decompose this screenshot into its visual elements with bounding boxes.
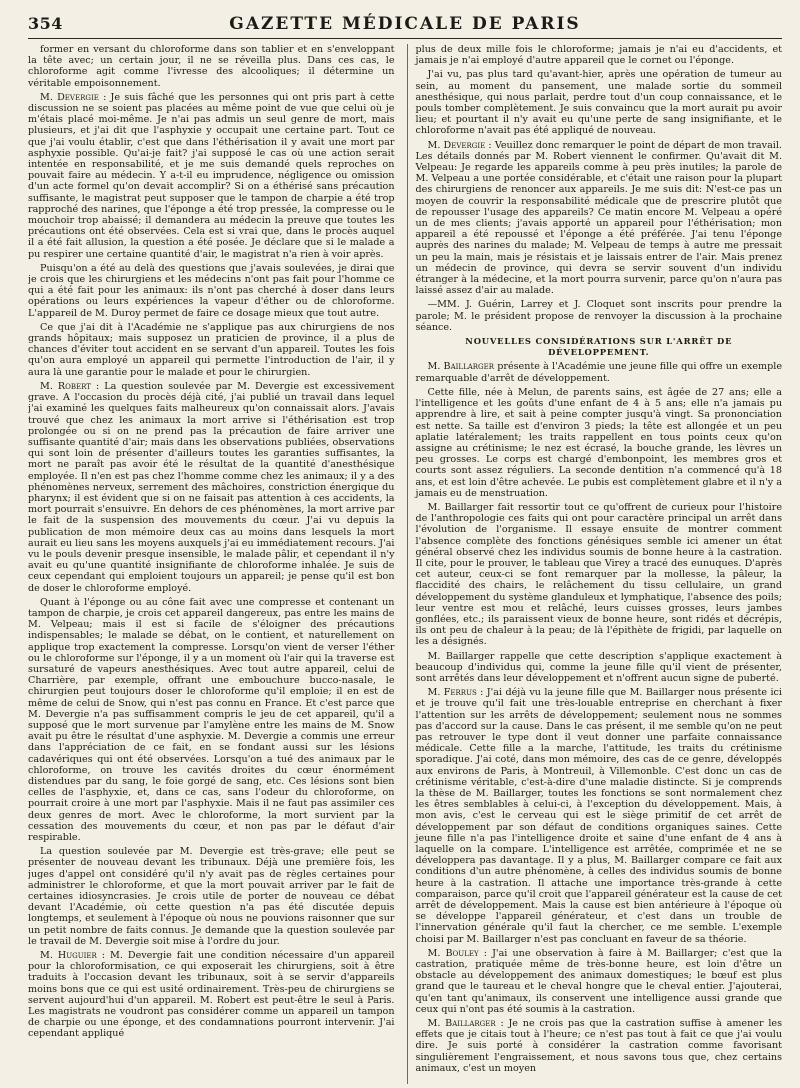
speaker-name: M. Bouley: [427, 947, 479, 959]
paragraph: [416, 502, 783, 648]
paragraph: [416, 140, 783, 297]
paragraph: [416, 948, 783, 1015]
paragraph-text: M. Baillarger fait ressortir tout ce qu'offrent de curieux pour l'histoire de l'anthropologie ces faits qui ont pour caractère principal un arrêt dans l'évolution de l'organisme. Il essaye ensuite de montrer comment l'absence complète des fonctions génésiques semble ici amener un état général observé chez les individus soumis de bonne heure à la castration. Il cite, pour le prouver, le tableau que Virey a tracé des eunuques. D'après cet auteur, ceux-ci se font remarquer par la mollesse, la pâleur, la flaccidité des chairs, le relâchement du tissu cellulaire, un grand développement du système glanduleux et lymphatique, l'absence des poils; leur ventre est mou et relâché, leurs cuisses grosses, leurs jambes gonflées, etc.; ils paraissent vieux de bonne heure, sont ridés et décrépis, ils ont peu de chaleur à la peau; de là l'épithète de frigidi, par laquelle on les a désignés.: [415, 501, 782, 648]
section-title: NOUVELLES CONSIDÉRATIONS SUR L'ARRÊT DE DÉVELOPPEMENT.: [465, 336, 733, 358]
paragraph-text: plus de deux mille fois le chloroforme; jamais je n'ai eu d'accidents, et jamais je n'ai employé d'autre appareil que le cornet ou l'éponge.: [415, 44, 782, 67]
page-header: [28, 12, 782, 39]
paragraph-text: : Je ne crois pas que la castration suffise à amener les effets que je citais tout à l'heure; ce n'est pas tout à fait ce que j'ai voulu dire. Je suis porté à considérer la castration comme favorisant singulièrement l'engraissement, et nous savons tous que, chez certains animaux, c'est un moyen: [415, 1018, 782, 1074]
paragraph-text: J'ai vu, pas plus tard qu'avant-hier, après une opération de tumeur au sein, au moment du pansement, une malade sortie du sommeil anesthésique, qui nous parlait, perdre tout d'un coup connaissance, et le pouls tomber complètement. Je suis convaincu que la mort aurait pu avoir lieu; et pourtant il n'y avait eu qu'une perte de sang insignifiante, et le chloroforme n'avait pas été appliqué de nouveau.: [415, 69, 782, 137]
paragraph: [416, 687, 783, 945]
paragraph: [416, 387, 783, 499]
speaker-name: M. Baillarger: [427, 1018, 496, 1030]
text-columns: [28, 44, 782, 1084]
speaker-name: M. Robert: [40, 380, 91, 392]
paragraph: [28, 322, 395, 378]
paragraph: [28, 92, 395, 260]
paragraph: [28, 597, 395, 843]
paragraph: [416, 361, 783, 383]
paragraph-text: Ce que j'ai dit à l'Académie ne s'applique pas aux chirurgiens de nos grands hôpitaux; mais supposez un praticien de province, il a plus de chances d'éviter tout accident en se servant d'un appareil. Toutes les fois qu'on aura employé un appareil qui permette l'introduction de l'air, il y aura là une garantie pour le malade et pour le chirurgien.: [28, 321, 395, 378]
left-column: [28, 44, 395, 1084]
paragraph-text: : M. Devergie fait une condition nécessaire d'un appareil pour la chloroformisation, ce qui exposerait les chirurgiens, soit à être traduits à l'occasion devant les tribunaux, soit à se servir d'appareils moins bons que ce qui est usité ordinairement. Très-peu de chirurgiens se servent aujourd'hui d'un appareil. M. Robert est peut-être le seul à Paris. Les magistrats ne voudront pas considérer comme un appareil un tampon de charpie ou une éponge, et des condamnations pourront intervenir. J'ai cependant appliqué: [28, 950, 395, 1040]
paragraph-text: présente à l'Académie une jeune fille qui offre un exemple remarquable d'arrêt de développement.: [415, 361, 782, 384]
paragraph-text: former en versant du chloroforme dans son tablier et en s'enveloppant la tête avec; un certain jour, il ne se réveilla plus. Dans ces cas, le chloroforme agit comme l'ivresse des alcooliques; il détermine un véritable empoisonnement.: [28, 44, 395, 89]
right-column: [407, 44, 783, 1084]
paragraph-text: —MM. J. Guérin, Larrey et J. Cloquet sont inscrits pour prendre la parole; M. le président propose de renvoyer la discussion à la prochaine séance.: [415, 299, 782, 333]
paragraph: [416, 44, 783, 66]
paragraph: [28, 44, 395, 89]
paragraph-text: : Je suis fâché que les personnes qui ont pris part à cette discussion ne se soient pas placées au même point de vue que celui où je m'étais placé moi-même. Je n'ai pas admis un seul genre de mort, mais plusieurs, et j'ai dit que l'asphyxie y occupait une certaine part. Tout ce que j'ai voulu établir, c'est que dans l'éthérisation il y avait une mort par asphyxie possible. Qu'ai-je fait? j'ai supposé le cas où une action serait intentée en responsabilité, et je me suis demandé quels reproches on pouvait faire au médecin. Y a-t-il eu imprudence, négligence ou omission d'un acte formel qu'on devait accomplir? Si on a éthérisé sans précaution suffisante, le magistrat peut supposer que le tampon de charpie a été trop rapproché des narines, que l'éponge a été trop pressée, la compresse ou le mouchoir trop abaissé; il demandera au médecin la preuve que toutes les précautions ont été observées. Cela est si vrai que, dans le procès auquel il a été fait allusion, la question a été posée. Je déclare que si le malade a pu respirer une certaine quantité d'air, le magistrat n'a rien à voir après.: [28, 91, 395, 260]
paragraph-text: : La question soulevée par M. Devergie est excessivement grave. A l'occasion du procès déjà cité, j'ai publié un travail dans lequel j'ai examiné les quelques faits malheureux qu'on connaissait alors. J'avais trouvé que chez les animaux la mort arrive si l'éthérisation est trop prolongée ou si on ne prend pas la précaution de faire arriver une suffisante quantité d'air; mais dans les observations publiées, observations qui sont loin de présenter d'ailleurs toutes les garanties suffisantes, la mort ne paraît pas avoir été le résultat de la quantité d'anesthésique employée. Il n'en est pas chez l'homme comme chez les animaux; il y a des phénomènes nerveux, serrement des mâchoires, constriction énergique du pharynx; il est évident que si on ne faisait pas attention à ces accidents, la mort pourrait s'ensuivre. En dehors de ces phénomènes, la mort arrive par le fait de la suspension des mouvements du cœur. J'ai vu depuis la publication de mon mémoire deux cas au moins dans lesquels la mort aurait eu lieu sans les moyens auxquels j'ai eu immédiatement recours. J'ai vu le pouls devenir presque insensible, le malade pâlir, et cependant il n'y avait eu qu'une quantité insignifiante de chloroforme inhalée. Je suis de ceux cependant qui emploient toujours un appareil; je pense qu'il est bon de doser le chloroforme employé.: [28, 380, 395, 594]
speaker-name: M. Ferrus: [427, 687, 477, 699]
speaker-name: M. Baillarger: [427, 361, 495, 373]
paragraph: [416, 299, 783, 333]
speaker-name: M. Huguier: [40, 950, 97, 962]
page-number: 354: [28, 14, 63, 33]
paragraph: [28, 381, 395, 594]
paragraph: [416, 1018, 783, 1074]
paragraph: [416, 69, 783, 136]
paragraph-text: Quant à l'éponge ou au cône fait avec une compresse et contenant un tampon de charpie, je crois cet appareil dangereux, pas entre les mains de M. Velpeau; mais il est si facile de s'éloigner des précautions indispensables; le malade se débat, on le contient, et naturellement on applique trop exactement la compresse. Lorsqu'on vient de verser l'éther ou le chloroforme sur l'éponge, il y a un moment où l'air qui la traverse est sursaturé de vapeurs anesthésiques. Avec tout autre appareil, celui de Charrière, par exemple, offrant une embouchure bucco-nasale, le chirurgien peut toujours doser le chloroforme qu'il emploie; il en est de même de celui de Snow, qui n'est pas connu en France. Et c'est parce que M. Devergie n'a pas suffisamment compris le jeu de cet appareil, qu'il a supposé que le mort survenue par l'amylène entre les mains de M. Snow avait pu être le résultat d'une asphyxie. M. Devergie a commis une erreur dans l'appréciation de ce fait, en se fondant aussi sur les lésions cadavériques qui ont été observées. Lorsqu'on a tué des animaux par le chloroforme, on trouve les cavités droites du cœur énormément distendues par du sang, le foie gorgé de sang, etc. Ces lésions sont bien celles de l'asphyxie, et, dans ce cas, sans l'odeur du chloroforme, on pourrait croire à une mort par l'asphyxie. Mais il ne faut pas assimiler ces deux genres de mort. Avec le chloroforme, la mort survient par la cessation des mouvements du cœur, et non pas par le défaut d'air respirable.: [28, 596, 395, 844]
paragraph-text: : Veuillez donc remarquer le point de départ de mon travail. Les détails donnés par M. Robert viennent le confirmer. Qu'avait dit M. Velpeau: Je regarde les appareils comme à peu près inutiles; la parole de M. Velpeau a une portée considérable, et c'était une raison pour la plupart des chirurgiens de renoncer aux appareils. Je me suis dit: N'est-ce pas un moyen de couvrir la responsabilité médicale que de prescrire plutôt que de repousser l'usage des appareils? Ce matin encore M. Velpeau a opéré un de mes clients; j'avais apporté un appareil pour l'éthérisation; mon appareil a été repoussé et l'éponge a été préférée. J'ai tenu l'éponge auprès des narines du malade; M. Velpeau de temps à autre me pressait un peu la main, mais je résistais et je laissais entrer de l'air. Mais prenez un médecin de province, qui devra se servir souvent d'un individu étranger à la médecine, et la mort pourra survenir, parce qu'on n'aura pas laissé assez d'air au malade.: [415, 139, 782, 297]
paragraph-text: M. Baillarger rappelle que cette description s'applique exactement à beaucoup d'individus qui, comme la jeune fille qu'il vient de présenter, sont arrêtés dans leur développement et n'offrent aucun signe de puberté.: [415, 650, 782, 684]
paragraph: [416, 651, 783, 685]
speaker-name: M. Devergie: [427, 139, 486, 151]
speaker-name: M. Devergie: [40, 91, 99, 103]
paragraph-text: : J'ai déjà vu la jeune fille que M. Baillarger nous présente ici et je trouve qu'il fait une très-louable entreprise en cherchant à fixer l'attention sur les arrêts de développement; seulement nous ne sommes pas d'accord sur la cause. Dans le cas présent, il me semble qu'on ne peut pas retrouver le type dont il veut donner une parfaite connaissance médicale. Cette fille a la marche, l'attitude, les traits du crétinisme sporadique. J'ai coté, dans mon mémoire, des cas de ce genre, développés aux environs de Paris, à Montreuil, à Villemonble. C'est donc un cas de crétinisme véritable, c'est-à-dire d'une maladie distincte. Si je comprends la thèse de M. Baillarger, toutes les fonctions se sont normalement chez les êtres semblables à celui-ci, à l'exception du développement. Mais, à mon avis, c'est le cerveau qui est le siège primitif de cet arrêt de développement par son défaut de conditions organiques saines. Cette jeune fille n'a pas l'intelligence droite et saine d'une enfant de 4 ans à laquelle on la compare. L'intelligence est arrêtée, comprimée et ne se développera pas davantage. Il y a plus, M. Baillarger compare ce fait aux conditions d'un autre phénomène, à celles des individus soumis de bonne heure à la castration. Il attache une importance très-grande à cette comparaison, parce qu'il croit que l'appareil générateur est la cause de cet arrêt de développement. Mais la cause est bien antérieure à l'époque où se développe l'appareil générateur, et c'est dans un trouble de l'innervation générale qu'il faut la chercher, ce me semble. L'exemple choisi par M. Baillarger n'est pas concluant en faveur de sa théorie.: [415, 687, 782, 945]
paragraph: [28, 950, 395, 1040]
paragraph-text: Puisqu'on a été au delà des questions que j'avais soulevées, je dirai que je crois que les chirurgiens et les médecins n'ont pas fait pour l'homme ce qui a été fait pour les animaux: ils n'ont pas cherché à doser dans leurs opérations ou leurs expériences la vapeur d'éther ou de chloroforme. L'appareil de M. Duroy permet de faire ce dosage mieux que tout autre.: [28, 262, 395, 319]
paragraph-text: Cette fille, née à Melun, de parents sains, est âgée de 27 ans; elle a l'intelligence et les goûts d'une enfant de 4 à 5 ans; elle n'a jamais pu apprendre à lire, et sait à peine compter jusqu'à vingt. Sa prononciation est nette. Sa taille est d'environ 3 pieds; la tête est allongée et un peu aplatie latéralement; les traits rappellent en tous points ceux qu'on assigne au crétinisme; le nez est écrasé, la bouche grande, les lèvres un peu grosses. Le corps est chargé d'embonpoint, les membres gros et courts sont assez réguliers. La seconde dentition n'a commencé qu'à 18 ans, et est loin d'être achevée. Le pubis est complètement glabre et il n'y a jamais eu de menstruation.: [415, 386, 782, 499]
journal-title: GAZETTE MÉDICALE DE PARIS: [229, 14, 581, 34]
paragraph-text: La question soulevée par M. Devergie est très-grave; elle peut se présenter de nouveau devant les tribunaux. Déjà une première fois, les juges d'appel ont considéré qu'il n'y avait pas de règles certaines pour administrer le chloroforme, et que la mort pouvait arriver par le fait de certaines idiosyncrasies. Je crois utile de porter de nouveau ce débat devant l'Académie, où cette question n'a pas été discutée depuis longtemps, et seulement à l'époque où nous ne pouvions raisonner que sur un petit nombre de faits connus. Je demande que la question soulevée par le travail de M. Devergie soit mise à l'ordre du jour.: [28, 846, 395, 947]
paragraph-text: : J'ai une observation à faire à M. Baillarger; c'est que la castration, pratiquée même de très-bonne heure, est loin d'être un obstacle au développement des animaux domestiques; le bœuf est plus grand que le taureau et le cheval hongre que le cheval entier. J'ajouterai, qu'en tant qu'animaux, ils conservent une intelligence aussi grande que ceux qui n'ont pas été soumis à la castration.: [415, 947, 782, 1015]
paragraph: [28, 263, 395, 319]
paragraph: [28, 846, 395, 947]
